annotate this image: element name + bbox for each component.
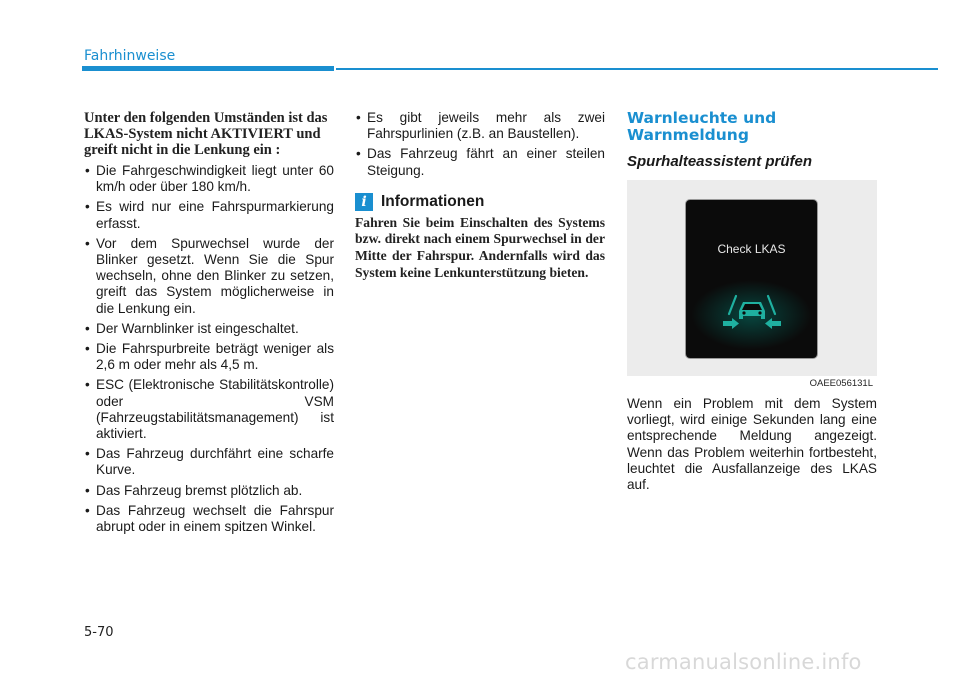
watermark: carmanualsonline.info <box>625 650 862 674</box>
list-item: • Das Fahrzeug fährt an einer steilen Steigung. <box>355 146 605 178</box>
conditions-list <box>84 163 334 535</box>
section-title: Fahrhinweise <box>84 48 176 64</box>
info-title: Informationen <box>381 192 485 210</box>
cluster-display <box>685 199 818 359</box>
lkas-lane-keeping-icon <box>722 292 782 332</box>
info-header <box>355 193 605 211</box>
list-item: • Das Fahrzeug durchfährt eine scharfe Kurve. <box>84 446 334 478</box>
info-icon: i <box>355 193 373 211</box>
list-item: • Vor dem Spurwechsel wurde der Blinker gesetzt. Wenn Sie die Spur wechseln, ohne den Blinker zu setzen, greift das System möglicherweise in die Lenkung ein. <box>84 236 334 317</box>
list-item: • ESC (Elektronische Stabilitätskontrolle) oder VSM (Fahrzeugstabilitätsmanagement) ist aktiviert. <box>84 377 334 442</box>
list-item: • Der Warnblinker ist eingeschaltet. <box>84 321 334 337</box>
list-item: • Es wird nur eine Fahrspurmarkierung erfasst. <box>84 199 334 231</box>
display-message: Check LKAS <box>717 242 786 256</box>
warning-heading: Warnleuchte und Warnmeldung <box>627 109 777 144</box>
list-item: • Das Fahrzeug bremst plötzlich ab. <box>84 483 334 499</box>
warning-subheading: Spurhalteassistent prüfen <box>627 153 813 170</box>
left-column <box>84 110 334 539</box>
list-item: • Die Fahrgeschwindigkeit liegt unter 60 km/h oder über 180 km/h. <box>84 163 334 195</box>
conditions-intro: Unter den folgenden Umständen ist das LKAS-System nicht AKTIVIERT und greift nicht in die Lenkung ein : <box>84 110 328 158</box>
middle-column <box>355 110 605 281</box>
warning-description: Wenn ein Problem mit dem System vorliegt, wird einige Sekunden lang eine entsprechende Meldung angezeigt. Wenn das Problem weiterhin fortbesteht, leuchtet die Ausfallanzeige des LKAS auf. <box>627 396 877 493</box>
header-rule-thick <box>82 66 334 71</box>
cluster-figure <box>627 180 877 389</box>
page-number: 5-70 <box>84 625 114 640</box>
list-item: • Das Fahrzeug wechselt die Fahrspur abrupt oder in einem spitzen Winkel. <box>84 503 334 535</box>
right-column <box>627 110 877 493</box>
list-item: • Die Fahrspurbreite beträgt weniger als 2,6 m oder mehr als 4,5 m. <box>84 341 334 373</box>
info-text: Fahren Sie beim Einschalten des Systems bzw. direkt nach einem Spurwechsel in der Mitte der Fahrspur. Andernfalls wird das System keine Lenkunterstützung bieten. <box>355 214 605 280</box>
list-item: • Es gibt jeweils mehr als zwei Fahrspurlinien (z.B. an Baustellen). <box>355 110 605 142</box>
figure-code: OAEE056131L <box>809 378 873 389</box>
conditions-list-continued <box>355 110 605 179</box>
header-rule-thin <box>336 68 938 70</box>
